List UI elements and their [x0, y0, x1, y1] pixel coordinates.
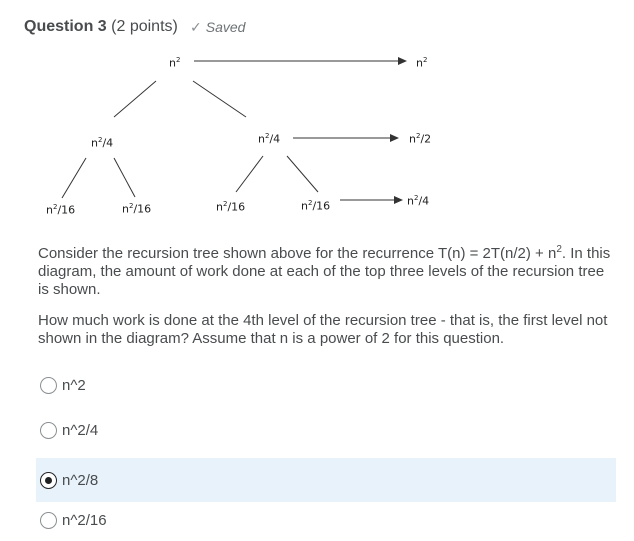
answer-option-4[interactable] — [36, 499, 616, 541]
radio-button[interactable] — [40, 422, 57, 439]
arrowhead-level0 — [398, 57, 407, 65]
radio-button[interactable] — [40, 512, 57, 529]
node-root: $n^2$ — [169, 56, 181, 70]
question-points: (2 points) — [111, 18, 178, 35]
node-right: $n^2/4$ — [258, 132, 281, 146]
question-header — [24, 18, 178, 36]
node-left: $n^2/4$ — [91, 136, 114, 150]
saved-status — [190, 19, 245, 36]
option-label: n^2/8 — [62, 471, 99, 489]
recursion-tree-diagram — [0, 40, 634, 230]
arrowhead-level2 — [394, 196, 403, 204]
edge-left-lr — [114, 158, 135, 197]
radio-button-selected[interactable] — [40, 472, 57, 489]
prompt-paragraph-2: How much work is done at the 4th level of the recursion tree - that is, the first level not shown in the diagram? Assume that n is a power of 2 for this question. — [38, 312, 608, 347]
sum-level1: $n^2/2$ — [409, 132, 432, 146]
node-ll: $n^2/16$ — [46, 203, 76, 217]
arrowhead-level1 — [390, 134, 399, 142]
edge-right-rr — [287, 156, 318, 192]
edge-left-ll — [62, 158, 86, 198]
answer-option-2[interactable] — [36, 409, 616, 451]
saved-label: Saved — [205, 19, 246, 35]
edge-right-rl — [236, 156, 263, 192]
option-label: n^2/4 — [62, 421, 99, 439]
edge-root-right — [193, 81, 246, 117]
question-title: Question 3 — [24, 18, 107, 35]
radio-button[interactable] — [40, 377, 57, 394]
node-rl: $n^2/16$ — [216, 200, 246, 214]
edge-root-left — [114, 81, 156, 117]
option-label: n^2 — [62, 376, 86, 394]
answer-option-1[interactable] — [36, 364, 616, 406]
sum-level0: $n^2$ — [416, 56, 428, 70]
option-label: n^2/16 — [62, 511, 107, 529]
answer-option-3[interactable] — [36, 458, 616, 502]
prompt-paragraph-1: Consider the recursion tree shown above for the recurrence $T(n) = 2T(n/2) + n^2$. In this diagram, the amount of work done at each of the top three levels of the recursion tree is shown. — [38, 244, 611, 298]
node-rr: $n^2/16$ — [301, 199, 331, 213]
node-lr: $n^2/16$ — [122, 202, 152, 216]
sum-level2: $n^2/4$ — [407, 194, 430, 208]
check-icon: ✓ — [190, 19, 202, 35]
